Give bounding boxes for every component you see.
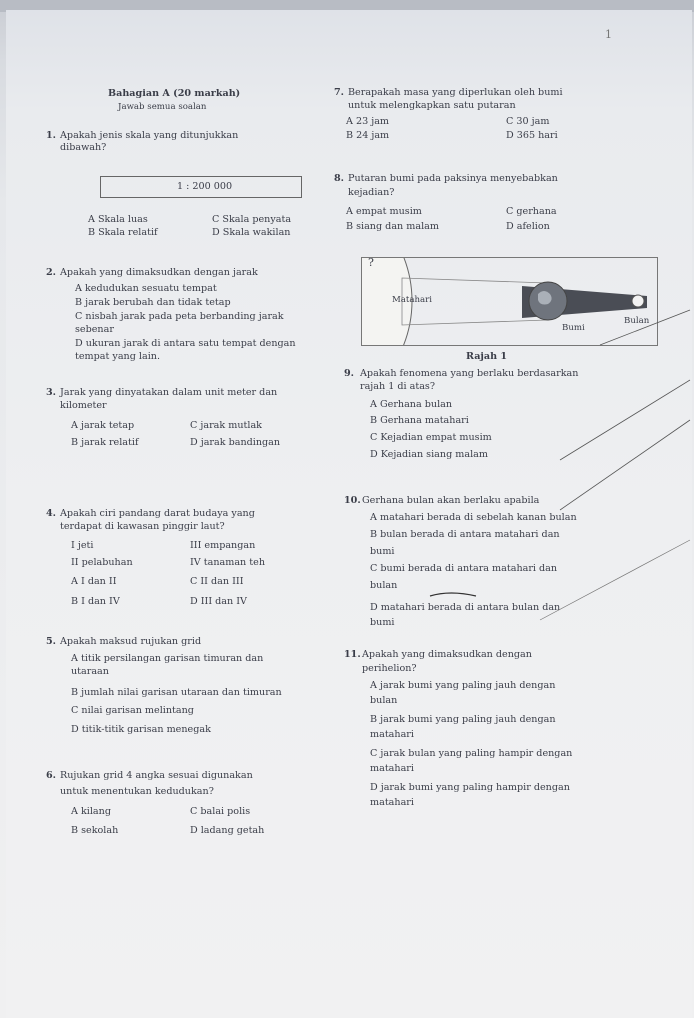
q4-stem-line2: terdapat di kawasan pinggir laut? [60, 521, 225, 532]
q6-stem-line2: untuk menentukan kedudukan? [60, 786, 214, 797]
q3-stem-line2: kilometer [60, 400, 107, 411]
q11-stem-line1: Apakah yang dimaksudkan dengan [362, 649, 532, 660]
q11-option-b-cont: matahari [370, 729, 414, 740]
q5-option-b: B jumlah nilai garisan utaraan dan timuran [71, 687, 282, 698]
page-number: 1 [605, 28, 612, 41]
pen-stroke-3 [560, 420, 690, 510]
q9-option-a: A Gerhana bulan [370, 399, 453, 410]
q5-option-d: D titik-titik garisan menegak [71, 724, 211, 735]
q4-item-ii: II pelabuhan [71, 557, 133, 568]
q4-item-iii: III empangan [190, 540, 256, 551]
q8-option-c: C gerhana [506, 206, 557, 217]
q7-option-a: A 23 jam [346, 116, 390, 127]
section-title: Bahagian A (20 markah) [108, 88, 241, 99]
q7-option-c: C 30 jam [506, 116, 550, 127]
q9-stem-line2: rajah 1 di atas? [360, 381, 436, 392]
q6-option-a: A kilang [71, 806, 111, 817]
q1-option-c: C Skala penyata [212, 214, 292, 225]
q6-option-c: C balai polis [190, 806, 251, 817]
q9-option-b: B Gerhana matahari [370, 415, 469, 426]
q2-stem: Apakah yang dimaksudkan dengan jarak [60, 267, 258, 278]
q1-option-d: D Skala wakilan [212, 227, 291, 238]
q7-option-b: B 24 jam [346, 130, 390, 141]
q4-option-b: B I dan IV [71, 596, 120, 607]
q11-option-c: C jarak bulan yang paling hampir dengan [370, 748, 573, 759]
q5-option-c: C nilai garisan melintang [71, 705, 194, 716]
q11-option-c-cont: matahari [370, 763, 414, 774]
pen-stroke-4 [540, 540, 690, 620]
q5-number: 5. [46, 636, 57, 647]
pen-underline-mark [430, 593, 476, 596]
q11-number: 11. [344, 649, 361, 660]
q3-option-d: D jarak bandingan [190, 437, 281, 448]
q10-option-c: C bumi berada di antara matahari dan [370, 563, 558, 574]
pen-stroke-2 [560, 380, 690, 460]
q1-option-a: A Skala luas [88, 214, 148, 225]
q4-item-i: I jeti [71, 540, 94, 551]
q10-option-c-cont: bulan [370, 580, 398, 591]
q6-stem-line1: Rujukan grid 4 angka sesuai digunakan [60, 770, 253, 781]
q2-option-c: C nisbah jarak pada peta berbanding jarak [75, 311, 284, 322]
q10-option-d-cont: bumi [370, 617, 395, 628]
q9-option-d: D Kejadian siang malam [370, 449, 488, 460]
q10-number: 10. [344, 495, 361, 506]
q6-number: 6. [46, 770, 57, 781]
q9-option-c: C Kejadian empat musim [370, 432, 492, 443]
q10-option-b: B bulan berada di antara matahari dan [370, 529, 560, 540]
q8-option-d: D afelion [506, 221, 550, 232]
q5-option-a-cont: utaraan [71, 666, 109, 677]
figure-caption: Rajah 1 [466, 351, 508, 362]
q8-option-b: B siang dan malam [346, 221, 439, 232]
q3-stem-line1: Jarak yang dinyatakan dalam unit meter dan [60, 387, 278, 398]
q5-stem: Apakah maksud rujukan grid [60, 636, 202, 647]
q4-stem-line1: Apakah ciri pandang darat budaya yang [60, 508, 255, 519]
q10-option-d: D matahari berada di antara bulan dan [370, 602, 561, 613]
q7-option-d: D 365 hari [506, 130, 558, 141]
q2-number: 2. [46, 267, 57, 278]
q1-option-b: B Skala relatif [88, 227, 158, 238]
q1-stem-line2: dibawah? [60, 142, 107, 153]
q4-number: 4. [46, 508, 57, 519]
q5-option-a: A titik persilangan garisan timuran dan [71, 653, 264, 664]
q7-number: 7. [334, 87, 345, 98]
q1-number: 1. [46, 130, 57, 141]
q11-option-d-cont: matahari [370, 797, 414, 808]
q6-option-d: D ladang getah [190, 825, 265, 836]
q9-stem-line1: Apakah fenomena yang berlaku berdasarkan [360, 368, 579, 379]
earth-label: Bumi [562, 323, 585, 333]
q2-option-b: B jarak berubah dan tidak tetap [75, 297, 231, 308]
scale-ratio: 1 : 200 000 [177, 181, 233, 192]
q11-stem-line2: perihelion? [362, 663, 417, 674]
q2-option-d: D ukuran jarak di antara satu tempat dengan [75, 338, 296, 349]
q3-number: 3. [46, 387, 57, 398]
q2-option-a: A kedudukan sesuatu tempat [75, 283, 217, 294]
q4-option-c: C II dan III [190, 576, 244, 587]
q11-option-a: A jarak bumi yang paling jauh dengan [370, 680, 556, 691]
q7-stem-line1: Berapakah masa yang diperlukan oleh bumi [348, 87, 563, 98]
q3-option-b: B jarak relatif [71, 437, 139, 448]
q8-stem-line2: kejadian? [348, 187, 395, 198]
q4-item-iv: IV tanaman teh [190, 557, 265, 568]
q8-number: 8. [334, 173, 345, 184]
q4-option-d: D III dan IV [190, 596, 247, 607]
q7-stem-line2: untuk melengkapkan satu putaran [348, 100, 516, 111]
q10-option-a: A matahari berada di sebelah kanan bulan [370, 512, 577, 523]
q1-stem-line1: Apakah jenis skala yang ditunjukkan [60, 130, 239, 141]
q11-option-d: D jarak bumi yang paling hampir dengan [370, 782, 570, 793]
q8-option-a: A empat musim [346, 206, 422, 217]
q6-option-b: B sekolah [71, 825, 119, 836]
q10-option-b-cont: bumi [370, 546, 395, 557]
q8-stem-line1: Putaran bumi pada paksinya menyebabkan [348, 173, 558, 184]
sun-label: Matahari [392, 295, 433, 305]
section-instruction: Jawab semua soalan [118, 102, 207, 112]
q11-option-a-cont: bulan [370, 695, 398, 706]
q3-option-c: C jarak mutlak [190, 420, 262, 431]
q2-option-c-cont: sebenar [75, 324, 114, 335]
q4-option-a: A I dan II [71, 576, 117, 587]
q3-option-a: A jarak tetap [71, 420, 135, 431]
sun-corner-marker: ? [368, 257, 374, 269]
q2-option-d-cont: tempat yang lain. [75, 351, 160, 362]
q9-number: 9. [344, 368, 355, 379]
pen-stroke-1 [600, 310, 690, 345]
q11-option-b: B jarak bumi yang paling jauh dengan [370, 714, 556, 725]
q10-stem: Gerhana bulan akan berlaku apabila [362, 495, 540, 506]
moon-label: Bulan [624, 316, 650, 326]
